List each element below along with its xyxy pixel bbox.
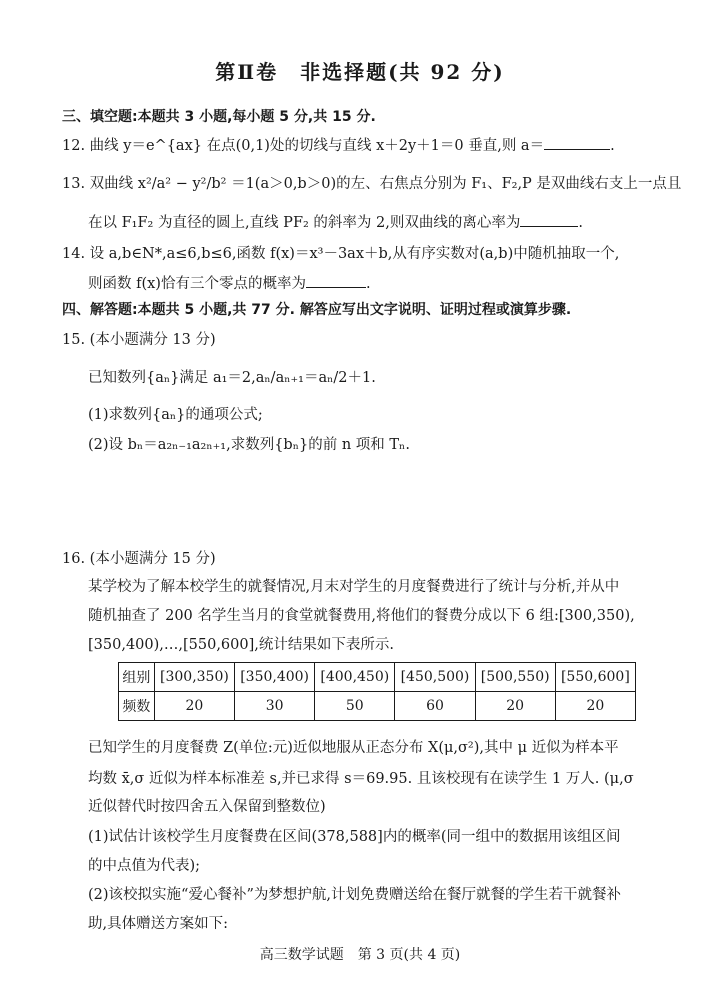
page-footer: 高三数学试题 第 3 页(共 4 页) [259, 947, 461, 963]
question-15-stem: 已知数列{aₙ}满足 a₁＝2,aₙ/aₙ₊₁＝aₙ/2＋1. [88, 370, 376, 386]
table-cell: [500,550) [475, 663, 555, 692]
question-16-part-1-line-1: (1)试估计该校学生月度餐费在区间(378,588]内的概率(同一组中的数据用该组区间 [88, 829, 621, 845]
table-header-cell: 频数 [119, 692, 155, 721]
question-12: 12. 曲线 y＝e^{ax} 在点(0,1)处的切线与直线 x＋2y＋1＝0 垂直,则 a＝ . [62, 134, 615, 155]
question-16-part-2-line-1: (2)该校拟实施“爱心餐补”为梦想护航,计划免费赠送给在餐厅就餐的学生若干就餐补 [88, 887, 621, 903]
answer-blank [306, 273, 366, 288]
question-15-number: 15. (本小题满分 13 分) [62, 332, 216, 348]
table-cell: 20 [555, 692, 635, 721]
table-cell: 60 [395, 692, 475, 721]
table-cell: [550,600] [555, 663, 635, 692]
table-row [119, 663, 636, 692]
question-16-intro-line-3: [350,400),…,[550,600],统计结果如下表所示. [88, 637, 394, 653]
question-16-part-2-line-2: 助,具体赠送方案如下: [88, 916, 228, 932]
question-13-line-2: 在以 F₁F₂ 为直径的圆上,直线 PF₂ 的斜率为 2,则双曲线的离心率为 . [88, 211, 583, 232]
section-4-heading: 四、解答题:本题共 5 小题,共 77 分. 解答应写出文字说明、证明过程或演算步骤. [62, 302, 572, 318]
table-cell: [450,500) [395, 663, 475, 692]
question-12-text: 12. 曲线 y＝e^{ax} 在点(0,1)处的切线与直线 x＋2y＋1＝0 垂直,则 a＝ [62, 138, 545, 154]
table-cell: 20 [154, 692, 234, 721]
page-title: 第Ⅱ卷 非选择题(共 92 分) [215, 60, 505, 84]
table-header-cell: 组别 [119, 663, 155, 692]
table-cell: [300,350) [154, 663, 234, 692]
section-3-heading: 三、填空题:本题共 3 小题,每小题 5 分,共 15 分. [62, 109, 376, 125]
question-16-condition-line-1: 已知学生的月度餐费 Z(单位:元)近似地服从正态分布 X(μ,σ²),其中 μ 近似为样本平 [88, 740, 619, 756]
question-16-part-1-line-2: 的中点值为代表); [88, 858, 201, 874]
question-14-line-2: 则函数 f(x)恰有三个零点的概率为 . [88, 272, 371, 293]
table-cell: [400,450) [315, 663, 395, 692]
question-16-intro-line-1: 某学校为了解本校学生的就餐情况,月末对学生的月度餐费进行了统计与分析,并从中 [88, 579, 620, 595]
question-15-part-2: (2)设 bₙ＝a₂ₙ₋₁a₂ₙ₊₁,求数列{bₙ}的前 n 项和 Tₙ. [88, 437, 410, 453]
question-16-condition-line-3: 近似替代时按四舍五入保留到整数位) [88, 799, 326, 815]
table-cell: 50 [315, 692, 395, 721]
question-16-number: 16. (本小题满分 15 分) [62, 551, 216, 567]
table-cell: 20 [475, 692, 555, 721]
answer-blank [544, 135, 610, 150]
table-cell: 30 [235, 692, 315, 721]
answer-blank [520, 212, 578, 227]
table-cell: [350,400) [235, 663, 315, 692]
question-14-line-1: 14. 设 a,b∈N*,a≤6,b≤6,函数 f(x)＝x³－3ax＋b,从有序实数对(a,b)中随机抽取一个, [62, 246, 620, 262]
table-row [119, 692, 636, 721]
question-15-part-1: (1)求数列{aₙ}的通项公式; [88, 407, 263, 423]
question-16-intro-line-2: 随机抽查了 200 名学生当月的食堂就餐费用,将他们的餐费分成以下 6 组:[300,350), [88, 608, 635, 624]
frequency-table [118, 662, 636, 721]
question-13-line-1: 13. 双曲线 x²/a² − y²/b² ＝1(a＞0,b＞0)的左、右焦点分别为 F₁、F₂,P 是双曲线右支上一点且 [62, 176, 682, 192]
question-16-condition-line-2: 均数 x̄,σ 近似为样本标准差 s,并已求得 s＝69.95. 且该校现有在读学生 1 万人. (μ,σ [88, 771, 634, 787]
